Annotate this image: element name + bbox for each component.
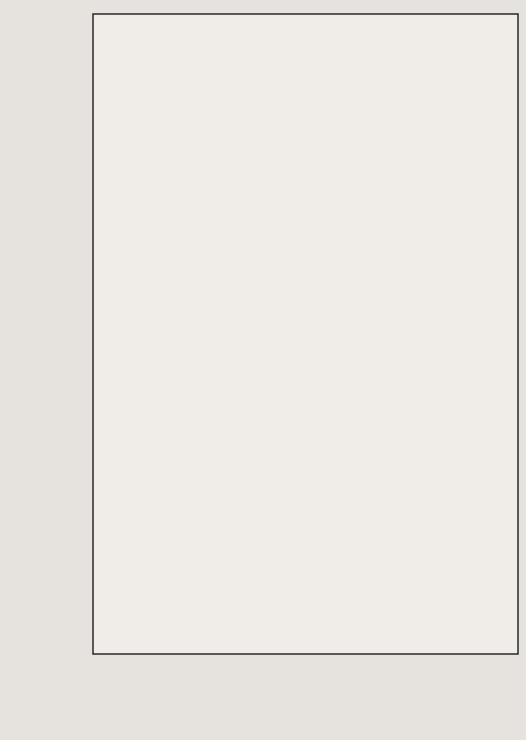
plot-frame [93,14,518,654]
